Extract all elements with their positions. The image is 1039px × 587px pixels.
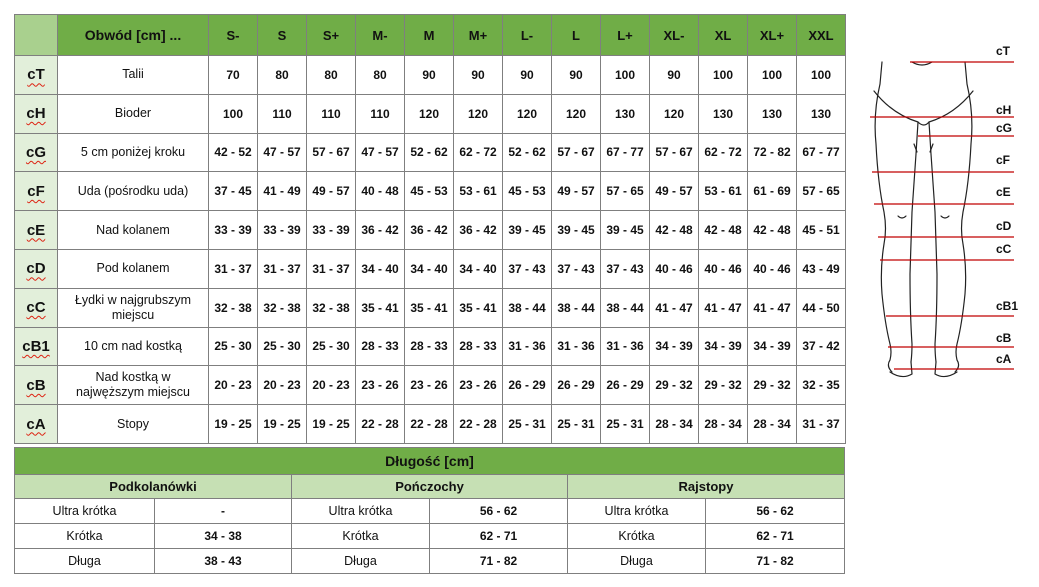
measurement-code-text: cG — [25, 143, 46, 161]
table-row — [15, 249, 846, 288]
size-value-cell: 25 - 30 — [258, 327, 307, 366]
size-value-cell: 90 — [552, 56, 601, 95]
size-value-cell: 31 - 36 — [601, 327, 650, 366]
size-value-cell: 38 - 44 — [503, 288, 552, 327]
size-value-cell: 62 - 72 — [699, 133, 748, 172]
size-value-cell: 49 - 57 — [307, 172, 356, 211]
size-value-cell: 33 - 39 — [209, 211, 258, 250]
size-value-cell: 22 - 28 — [405, 405, 454, 444]
length-group-header: Rajstopy — [568, 475, 845, 499]
size-value-cell: 70 — [209, 56, 258, 95]
size-value-cell: 45 - 53 — [405, 172, 454, 211]
size-value-cell: 57 - 67 — [552, 133, 601, 172]
length-value-cell: - — [155, 499, 292, 524]
table-row — [15, 327, 846, 366]
table-row — [15, 366, 846, 405]
size-value-cell: 120 — [405, 94, 454, 133]
size-value-cell: 41 - 47 — [650, 288, 699, 327]
measurement-code — [15, 211, 58, 250]
size-value-cell: 67 - 77 — [601, 133, 650, 172]
size-value-cell: 47 - 57 — [356, 133, 405, 172]
length-value-cell: 38 - 43 — [155, 549, 292, 574]
size-header-s-plus: S+ — [307, 15, 356, 56]
measurement-code — [15, 56, 58, 95]
measure-label-cb1: cB1 — [996, 299, 1019, 313]
size-value-cell: 57 - 65 — [797, 172, 846, 211]
measurement-description: Stopy — [58, 405, 209, 444]
table-row — [15, 94, 846, 133]
size-value-cell: 120 — [650, 94, 699, 133]
size-value-cell: 42 - 52 — [209, 133, 258, 172]
measurement-description: Nad kolanem — [58, 211, 209, 250]
size-table-body — [15, 56, 846, 444]
measure-label-cg: cG — [996, 121, 1013, 135]
size-header-s-minus: S- — [209, 15, 258, 56]
length-value-cell: 34 - 38 — [155, 524, 292, 549]
table-row — [15, 524, 845, 549]
size-value-cell: 33 - 39 — [258, 211, 307, 250]
size-value-cell: 31 - 37 — [797, 405, 846, 444]
size-value-cell: 28 - 34 — [650, 405, 699, 444]
size-value-cell: 39 - 45 — [503, 211, 552, 250]
length-title: Długość [cm] — [15, 448, 845, 475]
measurement-description: 10 cm nad kostką — [58, 327, 209, 366]
size-value-cell: 80 — [307, 56, 356, 95]
size-value-cell: 32 - 38 — [209, 288, 258, 327]
size-value-cell: 72 - 82 — [748, 133, 797, 172]
size-value-cell: 49 - 57 — [552, 172, 601, 211]
size-value-cell: 49 - 57 — [650, 172, 699, 211]
measurement-description: Pod kolanem — [58, 249, 209, 288]
measurement-description: Uda (pośrodku uda) — [58, 172, 209, 211]
measurement-code-text: cT — [27, 66, 45, 84]
measurement-code-text: cB1 — [22, 337, 50, 355]
size-value-cell: 45 - 53 — [503, 172, 552, 211]
measurement-description: 5 cm poniżej kroku — [58, 133, 209, 172]
length-label-cell: Krótka — [568, 524, 706, 549]
size-value-cell: 31 - 37 — [209, 249, 258, 288]
length-group-row — [15, 475, 845, 499]
table-row — [15, 549, 845, 574]
size-value-cell: 19 - 25 — [258, 405, 307, 444]
size-value-cell: 120 — [552, 94, 601, 133]
measurement-code — [15, 366, 58, 405]
size-value-cell: 39 - 45 — [601, 211, 650, 250]
size-value-cell: 25 - 30 — [209, 327, 258, 366]
size-value-cell: 22 - 28 — [454, 405, 503, 444]
size-value-cell: 80 — [258, 56, 307, 95]
size-value-cell: 61 - 69 — [748, 172, 797, 211]
size-value-cell: 43 - 49 — [797, 249, 846, 288]
size-value-cell: 23 - 26 — [356, 366, 405, 405]
length-title-row — [15, 448, 845, 475]
size-value-cell: 42 - 48 — [650, 211, 699, 250]
size-value-cell: 37 - 43 — [552, 249, 601, 288]
length-value-cell: 56 - 62 — [706, 499, 845, 524]
measurement-code-text: cC — [26, 299, 46, 317]
measurement-description: Łydki w najgrubszym miejscu — [58, 288, 209, 327]
size-value-cell: 37 - 43 — [601, 249, 650, 288]
size-value-cell: 42 - 48 — [748, 211, 797, 250]
size-header-m-plus: M+ — [454, 15, 503, 56]
size-header-m: M — [405, 15, 454, 56]
size-value-cell: 34 - 39 — [650, 327, 699, 366]
measure-label-ca: cA — [996, 352, 1012, 366]
length-value-cell: 71 - 82 — [430, 549, 568, 574]
size-value-cell: 32 - 35 — [797, 366, 846, 405]
length-value-cell: 71 - 82 — [706, 549, 845, 574]
size-value-cell: 31 - 36 — [503, 327, 552, 366]
size-value-cell: 38 - 44 — [552, 288, 601, 327]
measurement-code — [15, 172, 58, 211]
size-value-cell: 100 — [797, 56, 846, 95]
size-value-cell: 57 - 67 — [650, 133, 699, 172]
size-header-xl-plus: XL+ — [748, 15, 797, 56]
size-value-cell: 36 - 42 — [405, 211, 454, 250]
size-value-cell: 90 — [454, 56, 503, 95]
size-value-cell: 20 - 23 — [209, 366, 258, 405]
length-label-cell: Ultra krótka — [292, 499, 430, 524]
length-label-cell: Ultra krótka — [568, 499, 706, 524]
size-header-xl: XL — [699, 15, 748, 56]
size-value-cell: 44 - 50 — [797, 288, 846, 327]
size-value-cell: 130 — [601, 94, 650, 133]
size-value-cell: 110 — [307, 94, 356, 133]
size-value-cell: 40 - 48 — [356, 172, 405, 211]
length-label-cell: Długa — [15, 549, 155, 574]
size-header-xl-minus: XL- — [650, 15, 699, 56]
size-header-xxl: XXL — [797, 15, 846, 56]
size-value-cell: 38 - 44 — [601, 288, 650, 327]
size-value-cell: 29 - 32 — [650, 366, 699, 405]
size-value-cell: 36 - 42 — [454, 211, 503, 250]
measure-label-ce: cE — [996, 185, 1011, 199]
length-label-cell: Krótka — [15, 524, 155, 549]
size-value-cell: 42 - 48 — [699, 211, 748, 250]
measurement-code-text: cD — [26, 260, 46, 278]
size-value-cell: 20 - 23 — [258, 366, 307, 405]
size-value-cell: 34 - 40 — [405, 249, 454, 288]
size-value-cell: 25 - 31 — [552, 405, 601, 444]
length-label-cell: Długa — [568, 549, 706, 574]
size-value-cell: 90 — [650, 56, 699, 95]
length-group-header: Podkolanówki — [15, 475, 292, 499]
size-value-cell: 52 - 62 — [405, 133, 454, 172]
leg-measurement-diagram — [862, 44, 1022, 394]
size-value-cell: 80 — [356, 56, 405, 95]
size-value-cell: 28 - 33 — [405, 327, 454, 366]
measure-label-cf: cF — [996, 153, 1011, 167]
measurement-code — [15, 405, 58, 444]
size-value-cell: 32 - 38 — [258, 288, 307, 327]
length-value-cell: 62 - 71 — [706, 524, 845, 549]
size-value-cell: 34 - 40 — [454, 249, 503, 288]
size-value-cell: 130 — [797, 94, 846, 133]
size-value-cell: 28 - 33 — [454, 327, 503, 366]
table-row — [15, 499, 845, 524]
size-value-cell: 22 - 28 — [356, 405, 405, 444]
size-value-cell: 25 - 31 — [601, 405, 650, 444]
size-value-cell: 40 - 46 — [699, 249, 748, 288]
length-value-cell: 56 - 62 — [430, 499, 568, 524]
size-value-cell: 28 - 34 — [699, 405, 748, 444]
size-value-cell: 23 - 26 — [454, 366, 503, 405]
measurement-code-text: cB — [26, 376, 46, 394]
size-value-cell: 36 - 42 — [356, 211, 405, 250]
size-value-cell: 90 — [503, 56, 552, 95]
measurement-description: Bioder — [58, 94, 209, 133]
measure-label-ch: cH — [996, 103, 1012, 117]
table-row — [15, 56, 846, 95]
size-value-cell: 26 - 29 — [552, 366, 601, 405]
measurement-code-text: cA — [26, 415, 46, 433]
size-value-cell: 31 - 37 — [307, 249, 356, 288]
size-value-cell: 35 - 41 — [405, 288, 454, 327]
measurement-code — [15, 133, 58, 172]
size-value-cell: 47 - 57 — [258, 133, 307, 172]
measure-label-cd: cD — [996, 219, 1012, 233]
size-value-cell: 100 — [699, 56, 748, 95]
size-value-cell: 57 - 65 — [601, 172, 650, 211]
size-value-cell: 90 — [405, 56, 454, 95]
size-value-cell: 26 - 29 — [601, 366, 650, 405]
size-value-cell: 33 - 39 — [307, 211, 356, 250]
size-value-cell: 100 — [209, 94, 258, 133]
size-value-cell: 120 — [454, 94, 503, 133]
size-value-cell: 110 — [258, 94, 307, 133]
length-label-cell: Długa — [292, 549, 430, 574]
size-value-cell: 41 - 47 — [748, 288, 797, 327]
size-value-cell: 20 - 23 — [307, 366, 356, 405]
size-value-cell: 25 - 31 — [503, 405, 552, 444]
measurement-lines — [870, 44, 1018, 369]
corner-cell — [15, 15, 58, 56]
measurement-code-text: cH — [26, 105, 46, 123]
size-value-cell: 53 - 61 — [699, 172, 748, 211]
measure-label-cb: cB — [996, 331, 1012, 345]
size-header-row — [15, 15, 846, 56]
length-table-body — [15, 448, 845, 574]
size-value-cell: 23 - 26 — [405, 366, 454, 405]
measurement-code — [15, 249, 58, 288]
size-value-cell: 19 - 25 — [307, 405, 356, 444]
size-value-cell: 37 - 45 — [209, 172, 258, 211]
size-value-cell: 67 - 77 — [797, 133, 846, 172]
measurement-description: Nad kostką w najwęższym miejscu — [58, 366, 209, 405]
size-value-cell: 37 - 42 — [797, 327, 846, 366]
length-table — [14, 447, 845, 574]
size-value-cell: 130 — [699, 94, 748, 133]
size-value-cell: 53 - 61 — [454, 172, 503, 211]
size-value-cell: 19 - 25 — [209, 405, 258, 444]
size-value-cell: 41 - 47 — [699, 288, 748, 327]
measurement-code — [15, 94, 58, 133]
size-value-cell: 41 - 49 — [258, 172, 307, 211]
measure-label-ct: cT — [996, 44, 1011, 58]
size-value-cell: 100 — [601, 56, 650, 95]
size-value-cell: 29 - 32 — [748, 366, 797, 405]
size-value-cell: 35 - 41 — [454, 288, 503, 327]
size-chart-table — [14, 14, 846, 444]
size-header-l: L — [552, 15, 601, 56]
size-value-cell: 62 - 72 — [454, 133, 503, 172]
circumference-header: Obwód [cm] ... — [58, 15, 209, 56]
measure-label-cc: cC — [996, 242, 1012, 256]
size-value-cell: 40 - 46 — [748, 249, 797, 288]
size-value-cell: 31 - 37 — [258, 249, 307, 288]
size-value-cell: 40 - 46 — [650, 249, 699, 288]
size-header-l-plus: L+ — [601, 15, 650, 56]
measurement-code-text: cF — [27, 182, 45, 200]
size-value-cell: 57 - 67 — [307, 133, 356, 172]
length-value-cell: 62 - 71 — [430, 524, 568, 549]
size-value-cell: 130 — [748, 94, 797, 133]
table-row — [15, 288, 846, 327]
measurement-code — [15, 288, 58, 327]
size-value-cell: 37 - 43 — [503, 249, 552, 288]
size-value-cell: 120 — [503, 94, 552, 133]
length-label-cell: Krótka — [292, 524, 430, 549]
measurement-code — [15, 327, 58, 366]
size-value-cell: 39 - 45 — [552, 211, 601, 250]
size-value-cell: 100 — [748, 56, 797, 95]
leg-silhouette — [874, 62, 973, 377]
size-value-cell: 110 — [356, 94, 405, 133]
size-value-cell: 35 - 41 — [356, 288, 405, 327]
size-value-cell: 52 - 62 — [503, 133, 552, 172]
size-value-cell: 34 - 39 — [699, 327, 748, 366]
size-header-l-minus: L- — [503, 15, 552, 56]
size-value-cell: 26 - 29 — [503, 366, 552, 405]
size-value-cell: 34 - 39 — [748, 327, 797, 366]
length-group-header: Pończochy — [292, 475, 568, 499]
table-row — [15, 405, 846, 444]
measurement-description: Talii — [58, 56, 209, 95]
table-row — [15, 172, 846, 211]
size-header-s: S — [258, 15, 307, 56]
size-value-cell: 28 - 33 — [356, 327, 405, 366]
size-value-cell: 29 - 32 — [699, 366, 748, 405]
size-value-cell: 25 - 30 — [307, 327, 356, 366]
table-row — [15, 211, 846, 250]
table-row — [15, 133, 846, 172]
size-value-cell: 34 - 40 — [356, 249, 405, 288]
size-value-cell: 31 - 36 — [552, 327, 601, 366]
size-header-m-minus: M- — [356, 15, 405, 56]
measurement-code-text: cE — [26, 221, 46, 239]
size-value-cell: 28 - 34 — [748, 405, 797, 444]
size-value-cell: 32 - 38 — [307, 288, 356, 327]
length-label-cell: Ultra krótka — [15, 499, 155, 524]
size-value-cell: 45 - 51 — [797, 211, 846, 250]
